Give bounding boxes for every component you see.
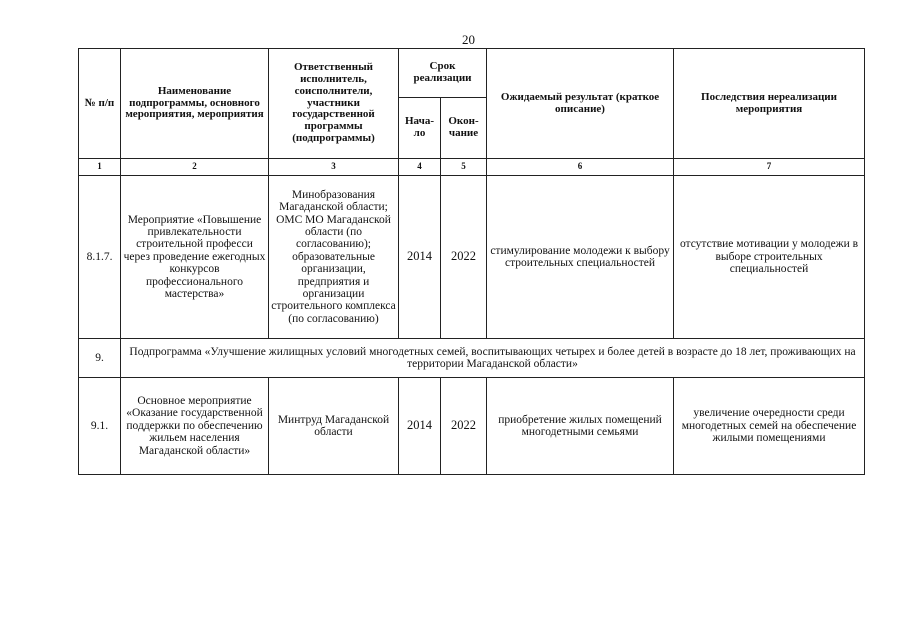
header-end: Окон-чание [441,98,487,159]
column-number: 7 [674,159,865,176]
row-executor: Минобразования Магаданской области; ОМС МО Магаданской области (по согласованию); образовательные организации, предприятия и организации строительного комплекса (по согласованию) [269,176,399,339]
row-num: 8.1.7. [79,176,121,339]
header-name: Наименование подпрограммы, основного мероприятия, мероприятия [121,49,269,159]
header-num: № п/п [79,49,121,159]
column-number: 2 [121,159,269,176]
header-consequence: Последствия нереализации мероприятия [674,49,865,159]
column-number: 1 [79,159,121,176]
table-row [79,378,865,475]
row-num: 9.1. [79,378,121,475]
column-number: 5 [441,159,487,176]
row-consequence: увеличение очередности среди многодетных семей на обеспечение жилыми помещениями [674,378,865,475]
row-start: 2014 [399,378,441,475]
column-number: 6 [487,159,674,176]
row-end: 2022 [441,176,487,339]
row-num: 9. [79,339,121,378]
column-number: 4 [399,159,441,176]
program-table [78,48,865,475]
subprogram-title: Подпрограмма «Улучшение жилищных условий многодетных семей, воспитывающих четырех и более детей в возрасте до 18 лет, проживающих на территории Магаданской области» [121,339,865,378]
header-result: Ожидаемый результат (краткое описание) [487,49,674,159]
header-start: Нача-ло [399,98,441,159]
row-executor: Минтруд Магаданской области [269,378,399,475]
table-row [79,176,865,339]
subprogram-row [79,339,865,378]
row-result: стимулирование молодежи к выбору строительных специальностей [487,176,674,339]
row-end: 2022 [441,378,487,475]
row-name: Основное мероприятие «Оказание государственной поддержки по обеспечению жильем населения Магаданской области» [121,378,269,475]
header-period: Срок реализации [399,49,487,98]
header-executor: Ответственный исполнитель, соисполнители, участники государственной программы (подпрограммы) [269,49,399,159]
page-number: 20 [462,32,475,47]
row-result: приобретение жилых помещений многодетными семьями [487,378,674,475]
row-consequence: отсутствие мотивации у молодежи в выборе строительных специальностей [674,176,865,339]
column-number: 3 [269,159,399,176]
row-name: Мероприятие «Повышение привлекательности строительной професси через проведение ежегодных конкурсов профессионального мастерства» [121,176,269,339]
column-number-row [79,159,865,176]
row-start: 2014 [399,176,441,339]
header-row [79,49,865,98]
